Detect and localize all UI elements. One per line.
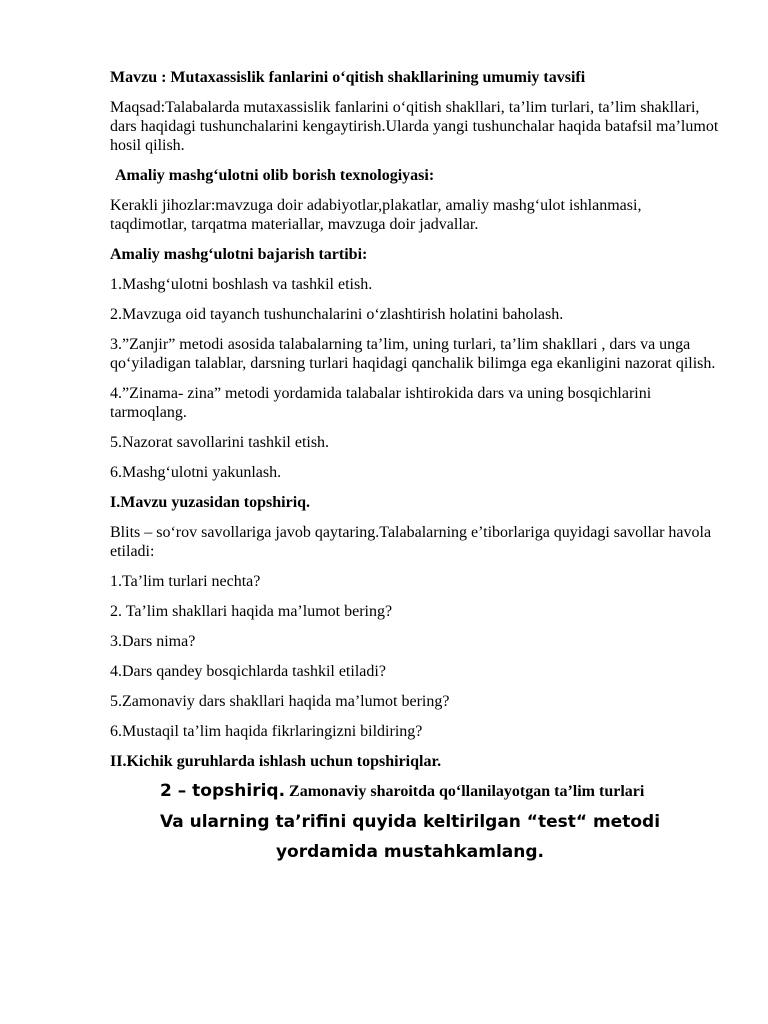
topic-title: Mavzu : Mutaxassislik fanlarini o‘qitish shakllarining umumiy tavsifi [110, 69, 586, 86]
task2-text: Zamonaviy sharoitda qo‘llanilayotgan ta’lim turlari [285, 783, 645, 800]
question-5: 5.Zamonaviy dars shakllari haqida ma’lumot bering? [110, 693, 450, 710]
task2-line [110, 782, 720, 801]
question-4: 4.Dars qandey bosqichlarda tashkil etiladi? [110, 663, 386, 680]
procedure-step-3: 3.”Zanjir” metodi asosida talabalarning ta’lim, uning turlari, ta’lim shakllari , dars va unga qo‘yiladigan talablar, darsning turlari haqidagi qanchalik bilimga ega ekanligini nazorat qilish. [110, 336, 716, 372]
section1-heading: I.Mavzu yuzasidan topshiriq. [110, 494, 311, 511]
question-2: 2. Ta’lim shakllari haqida ma’lumot bering? [110, 603, 393, 620]
blitz-intro: Blits – so‘rov savollariga javob qaytaring.Talabalarning e’tiborlariga quyidagi savollar havola etiladi: [110, 524, 712, 560]
purpose-paragraph: Maqsad:Talabalarda mutaxassislik fanlarini o‘qitish shakllari, ta’lim turlari, ta’lim shakllari, dars haqidagi tushunchalarini kengaytirish.Ularda yangi tushunchalar haqida batafsil ma’lumot hosil qilish. [110, 99, 719, 154]
procedure-step-6: 6.Mashg‘ulotni yakunlash. [110, 464, 282, 481]
question-6: 6.Mustaqil ta’lim haqida fikrlaringizni bildiring? [110, 723, 423, 740]
task2-line3: yordamida mustahkamlang. [275, 842, 545, 862]
procedure-step-2: 2.Mavzuga oid tayanch tushunchalarini o‘zlashtirish holatini baholash. [110, 306, 564, 323]
procedure-step-4: 4.”Zinama- zina” metodi yordamida talabalar ishtirokida dars va uning bosqichlarini tarmoqlang. [110, 385, 652, 421]
procedure-step-5: 5.Nazorat savollarini tashkil etish. [110, 434, 330, 451]
task2-label: 2 – topshiriq. [160, 781, 286, 801]
question-1: 1.Ta’lim turlari nechta? [110, 573, 261, 590]
procedure-step-1: 1.Mashg‘ulotni boshlash va tashkil etish. [110, 276, 373, 293]
document-page [110, 68, 720, 867]
section2-heading: II.Kichik guruhlarda ishlash uchun topshiriqlar. [110, 753, 442, 770]
question-3: 3.Dars nima? [110, 633, 196, 650]
equipment-paragraph: Kerakli jihozlar:mavzuga doir adabiyotlar,plakatlar, amaliy mashg‘ulot ishlanmasi, taqdimotlar, tarqatma materiallar, mavzuga doir jadvallar. [110, 197, 642, 233]
task2-line2: Va ularning ta’rifini quyida keltirilgan “test“ metodi [159, 812, 661, 832]
technology-heading: Amaliy mashg‘ulotni olib borish texnologiyasi: [115, 167, 435, 184]
procedure-heading: Amaliy mashg‘ulotni bajarish tartibi: [110, 246, 368, 263]
